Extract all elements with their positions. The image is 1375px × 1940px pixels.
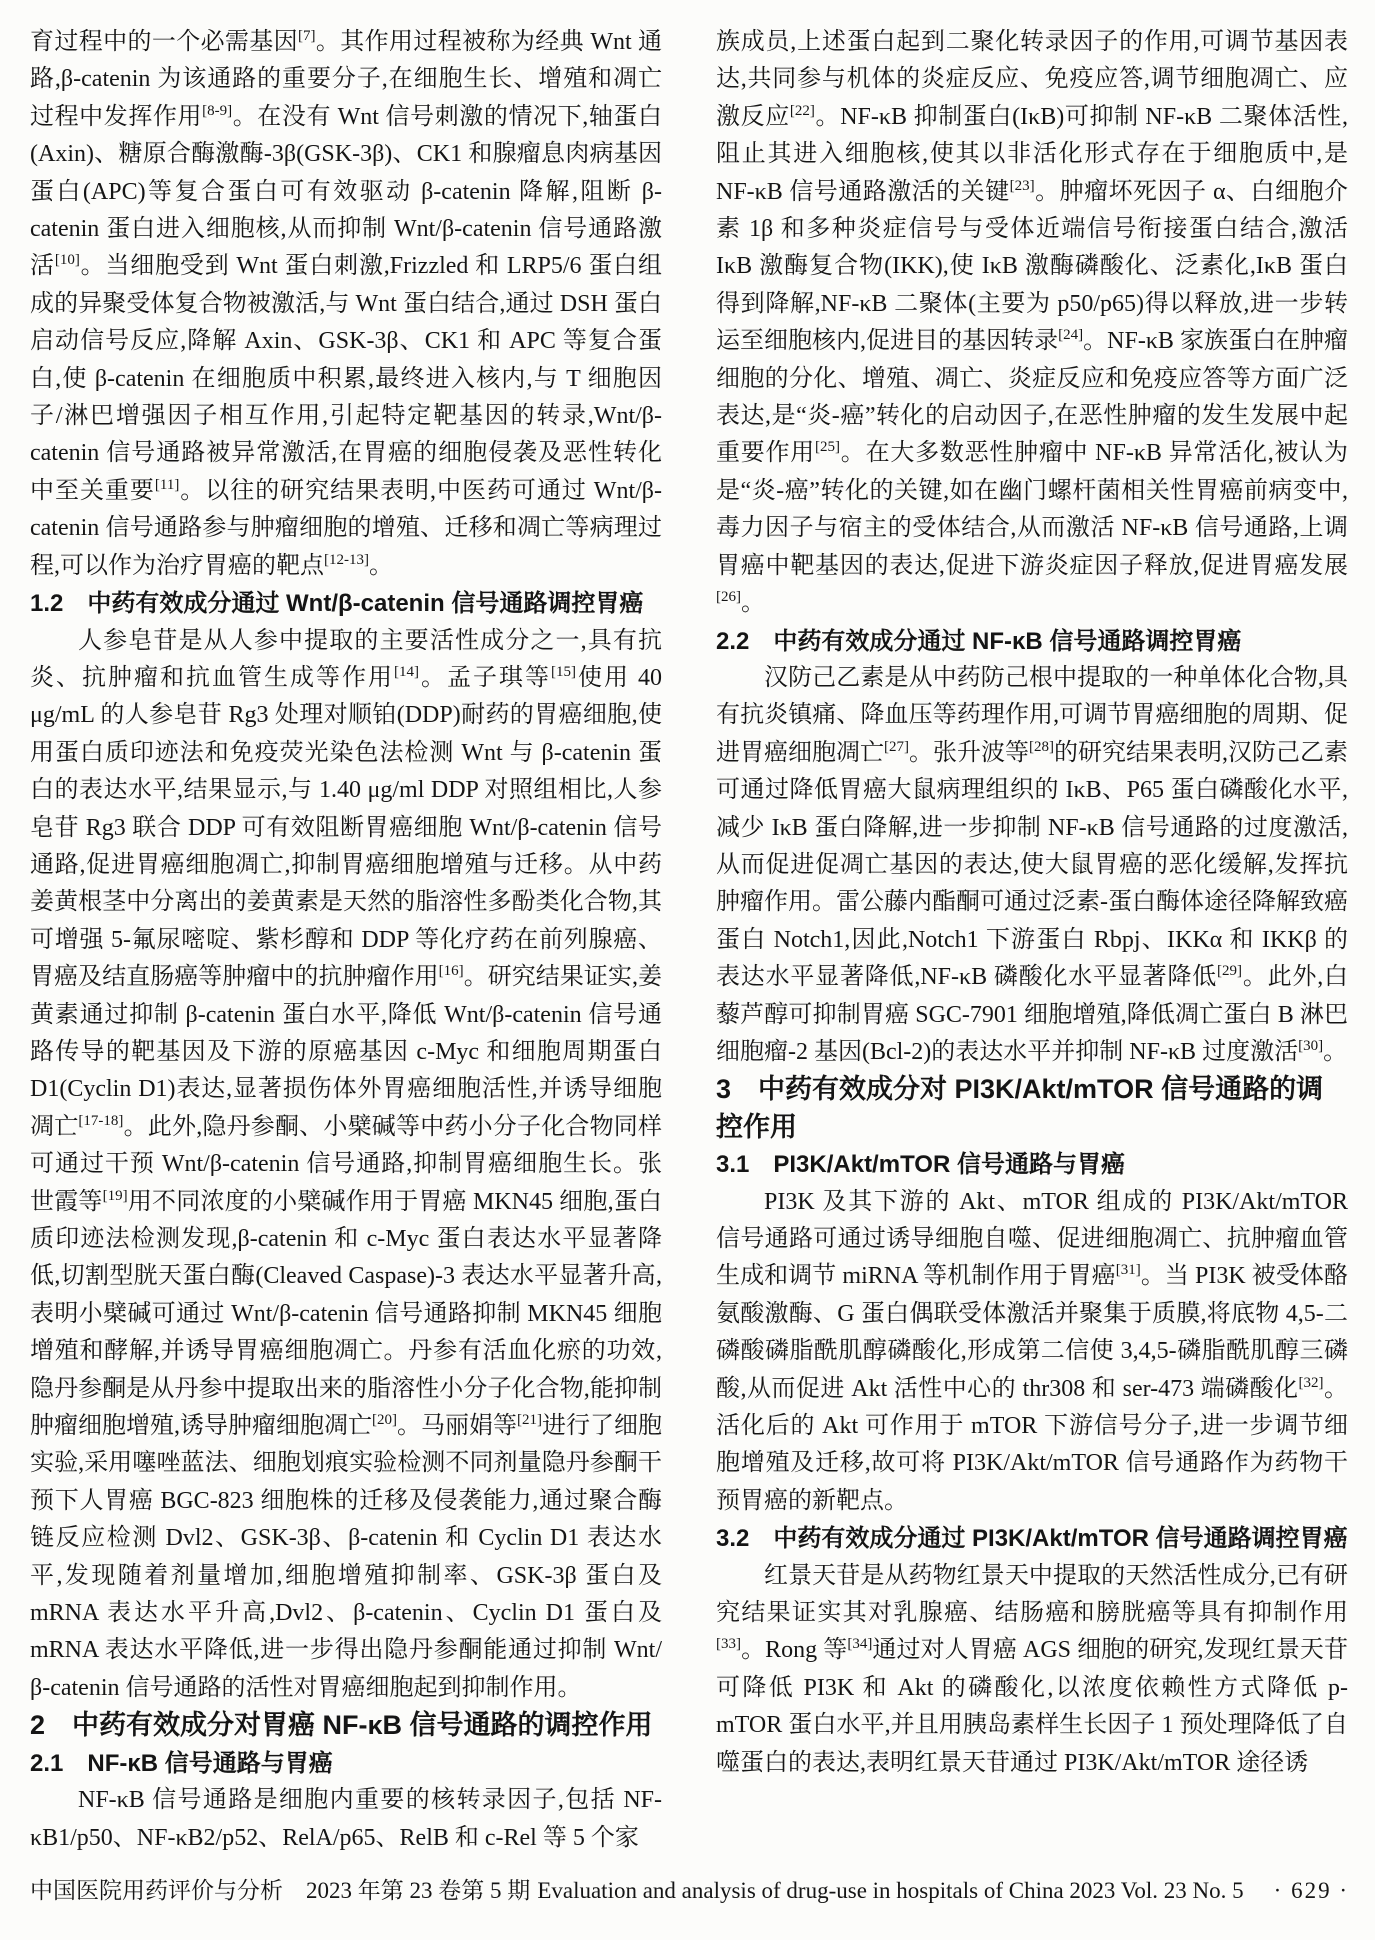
heading-2-2: 2.2 中药有效成分通过 NF-κB 信号通路调控胃癌 xyxy=(716,627,1242,655)
reference-superscript: [27] xyxy=(884,738,909,755)
reference-superscript: [22] xyxy=(789,102,815,119)
reference-superscript: [34] xyxy=(847,1636,873,1653)
reference-superscript: [23] xyxy=(1009,177,1035,194)
paragraph-pi3k-intro: PI3K 及其下游的 Akt、mTOR 组成的 PI3K/Akt/mTOR 信号通路可通过诱导细胞自噬、促进细胞凋亡、抗肿瘤血管生成和调节 miRNA 等机制作用于胃癌[31]。当 PI3K 被受体酪氨酸激酶、G 蛋白偶联受体激活并聚集于质膜,将底物 4,5-二磷酸磷脂酰肌醇磷酸化,形成第二信使 3,4,5-磷脂酰肌醇三磷酸,从而促进 Akt 活性中心的 thr308 和 ser-473 端磷酸化[32]。活化后的 Akt 可作用于 mTOR 下游信号分子,进一步调节细胞增殖及迁移,故可将 PI3K/Akt/mTOR 信号通路作为药物干预胃癌的新靶点。 xyxy=(716,1188,1349,1514)
reference-superscript: [19] xyxy=(102,1187,128,1204)
reference-superscript: [8-9] xyxy=(202,102,233,119)
right-column xyxy=(716,24,1348,1857)
reference-superscript: [14] xyxy=(394,663,419,680)
reference-superscript: [29] xyxy=(1217,963,1243,980)
footer-page-number: · 629 · xyxy=(1273,1878,1349,1903)
reference-superscript: [28] xyxy=(1029,738,1054,755)
paragraph-nfkb-intro: NF-κB 信号通路是细胞内重要的核转录因子,包括 NF-κB1/p50、NF-κB2/p52、RelA/p65、RelB 和 c-Rel 等 5 个家 xyxy=(30,1787,662,1851)
heading-3: 3 中药有效成分对 PI3K/Akt/mTOR 信号通路的调控作用 xyxy=(716,1074,1324,1142)
reference-superscript: [21] xyxy=(517,1412,542,1429)
reference-superscript: [12-13] xyxy=(324,551,369,568)
reference-superscript: [17-18] xyxy=(78,1112,124,1129)
paragraph-wnt-intro-continued: 育过程中的一个必需基因[7]。其作用过程被称为经典 Wnt 通路,β-catenin 为该通路的重要分子,在细胞生长、增殖和凋亡过程中发挥作用[8-9]。在没有 Wnt 信号刺激的情况下,轴蛋白(Axin)、糖原合酶激酶-3β(GSK-3β)、CK1 和腺瘤息肉病基因蛋白(APC)等复合蛋白可有效驱动 β-catenin 降解,阻断 β-catenin 蛋白进入细胞核,从而抑制 Wnt/β-catenin 信号通路激活[10]。当细胞受到 Wnt 蛋白刺激,Frizzled 和 LRP5/6 蛋白组成的异聚受体复合物被激活,与 Wnt 蛋白结合,通过 DSH 蛋白启动信号反应,降解 Axin、GSK-3β、CK1 和 APC 等复合蛋白,使 β-catenin 在细胞质中积累,最终进入核内,与 T 细胞因子/淋巴增强因子相互作用,引起特定靶基因的转录,Wnt/β-catenin 信号通路被异常激活,在胃癌的细胞侵袭及恶性转化中至关重要[11]。以往的研究结果表明,中医药可通过 Wnt/β-catenin 信号通路参与肿瘤细胞的增殖、迁移和凋亡等病理过程,可以作为治疗胃癌的靶点[12-13]。 xyxy=(30,28,663,579)
heading-2-1: 2.1 NF-κB 信号通路与胃癌 xyxy=(30,1749,333,1777)
reference-superscript: [7] xyxy=(298,28,316,44)
reference-superscript: [33] xyxy=(716,1636,741,1653)
reference-superscript: [11] xyxy=(154,476,180,493)
heading-3-1: 3.1 PI3K/Akt/mTOR 信号通路与胃癌 xyxy=(716,1151,1125,1179)
page-footer xyxy=(30,1876,1349,1906)
reference-superscript: [26] xyxy=(716,589,741,606)
footer-journal-title-en: Evaluation and analysis of drug-use in hospitals of China 2023 Vol. 23 No. 5 xyxy=(537,1878,1244,1903)
reference-superscript: [15] xyxy=(551,663,576,680)
reference-superscript: [10] xyxy=(54,252,80,269)
reference-superscript: [24] xyxy=(1058,327,1084,344)
footer-journal-title-cn: 中国医院用药评价与分析 2023 年第 23 卷第 5 期 xyxy=(30,1878,531,1903)
heading-2: 2 中药有效成分对胃癌 NF-κB 信号通路的调控作用 xyxy=(30,1710,653,1741)
paragraph-salidroside: 红景天苷是从药物红景天中提取的天然活性成分,已有研究结果证实其对乳腺癌、结肠癌和膀胱癌等具有抑制作用[33]。Rong 等[34]通过对人胃癌 AGS 细胞的研究,发现红景天苷可降低 PI3K 和 Akt 的磷酸化,以浓度依赖性方式降低 p-mTOR 蛋白水平,并且用胰岛素样生长因子 1 预处理降低了自噬蛋白的表达,表明红景天苷通过 PI3K/Akt/mTOR 途径诱 xyxy=(716,1562,1348,1776)
paragraph-tetrandrine: 汉防己乙素是从中药防己根中提取的一种单体化合物,具有抗炎镇痛、降血压等药理作用,可调节胃癌细胞的周期、促进胃癌细胞凋亡[27]。张升波等[28]的研究结果表明,汉防己乙素可通过降低胃癌大鼠病理组织的 IκB、P65 蛋白磷酸化水平,减少 IκB 蛋白降解,进一步抑制 NF-κB 信号通路的过度激活,从而促进促凋亡基因的表达,使大鼠胃癌的恶化缓解,发挥抗肿瘤作用。雷公藤内酯酮可通过泛素-蛋白酶体途径降解致癌蛋白 Notch1,因此,Notch1 下游蛋白 Rbpj、IKKα 和 IKKβ 的表达水平显著降低,NF-κB 磷酸化水平显著降低[29]。此外,白藜芦醇可抑制胃癌 SGC-7901 细胞增殖,降低凋亡蛋白 B 淋巴细胞瘤-2 基因(Bcl-2)的表达水平并抑制 NF-κB 过度激活[30]。 xyxy=(716,664,1348,1065)
heading-3-2: 3.2 中药有效成分通过 PI3K/Akt/mTOR 信号通路调控胃癌 xyxy=(716,1525,1348,1553)
reference-superscript: [25] xyxy=(815,439,841,456)
left-column xyxy=(30,24,662,1857)
footer-journal-title-en-group xyxy=(537,1876,1349,1906)
reference-superscript: [16] xyxy=(438,963,464,980)
paragraph-nfkb-continued: 族成员,上述蛋白起到二聚化转录因子的作用,可调节基因表达,共同参与机体的炎症反应、免疫应答,调节细胞凋亡、应激反应[22]。NF-κB 抑制蛋白(IκB)可抑制 NF-κB 二聚体活性,阻止其进入细胞核,使其以非活化形式存在于细胞质中,是 NF-κB 信号通路激活的关键[23]。肿瘤坏死因子 α、白细胞介素 1β 和多种炎症信号与受体近端信号衔接蛋白结合,激活 IκB 激酶复合物(IKK),使 IκB 激酶磷酸化、泛素化,IκB 蛋白得到降解,NF-κB 二聚体(主要为 p50/p65)得以释放,进一步转运至细胞核内,促进目的基因转录[24]。NF-κB 家族蛋白在肿瘤细胞的分化、增殖、凋亡、炎症反应和免疫应答等方面广泛表达,是“炎-癌”转化的启动因子,在恶性肿瘤的发生发展中起重要作用[25]。在大多数恶性肿瘤中 NF-κB 异常活化,被认为是“炎-癌”转化的关键,如在幽门螺杆菌相关性胃癌前病变中,毒力因子与宿主的受体结合,从而激活 NF-κB 信号通路,上调胃癌中靶基因的表达,促进下游炎症因子释放,促进胃癌发展[26]。 xyxy=(716,29,1349,617)
two-column-body xyxy=(30,24,1349,1857)
heading-1-2: 1.2 中药有效成分通过 Wnt/β-catenin 信号通路调控胃癌 xyxy=(30,590,644,618)
reference-superscript: [32] xyxy=(1298,1374,1324,1391)
reference-superscript: [31] xyxy=(1115,1262,1141,1279)
reference-superscript: [20] xyxy=(372,1412,397,1429)
paragraph-ginsenoside: 人参皂苷是从人参中提取的主要活性成分之一,具有抗炎、抗肿瘤和抗血管生成等作用[14]。孟子琪等[15]使用 40 μg/mL 的人参皂苷 Rg3 处理对顺铂(DDP)耐药的胃癌细胞,使用蛋白质印迹法和免疫荧光染色法检测 Wnt 与 β-catenin 蛋白的表达水平,结果显示,与 1.40 μg/ml DDP 对照组相比,人参皂苷 Rg3 联合 DDP 可有效阻断胃癌细胞 Wnt/β-catenin 信号通路,促进胃癌细胞凋亡,抑制胃癌细胞增殖与迁移。从中药姜黄根茎中分离出的姜黄素是天然的脂溶性多酚类化合物,其可增强 5-氟尿嘧啶、紫杉醇和 DDP 等化疗药在前列腺癌、胃癌及结直肠癌等肿瘤中的抗肿瘤作用[16]。研究结果证实,姜黄素通过抑制 β-catenin 蛋白水平,降低 Wnt/β-catenin 信号通路传导的靶基因及下游的原癌基因 c-Myc 和细胞周期蛋白 D1(Cyclin D1)表达,显著损伤体外胃癌细胞活性,并诱导细胞凋亡[17-18]。此外,隐丹参酮、小檗碱等中药小分子化合物同样可通过干预 Wnt/β-catenin 信号通路,抑制胃癌细胞生长。张世霞等[19]用不同浓度的小檗碱作用于胃癌 MKN45 细胞,蛋白质印迹法检测发现,β-catenin 和 c-Myc 蛋白表达水平显著降低,切割型胱天蛋白酶(Cleaved Caspase)-3 表达水平显著升高,表明小檗碱可通过 Wnt/β-catenin 信号通路抑制 MKN45 细胞增殖和酵解,并诱导胃癌细胞凋亡。丹参有活血化瘀的功效,隐丹参酮是从丹参中提取出来的脂溶性小分子化合物,能抑制肿瘤细胞增殖,诱导肿瘤细胞凋亡[20]。马丽娟等[21]进行了细胞实验,采用噻唑蓝法、细胞划痕实验检测不同剂量隐丹参酮干预下人胃癌 BGC-823 细胞株的迁移及侵袭能力,通过聚合酶链反应检测 Dvl2、GSK-3β、β-catenin 和 Cyclin D1 表达水平,发现随着剂量增加,细胞增殖抑制率、GSK-3β 蛋白及 mRNA 表达水平升高,Dvl2、β-catenin、Cyclin D1 蛋白及 mRNA 表达水平降低,进一步得出隐丹参酮能通过抑制 Wnt/β-catenin 信号通路的活性对胃癌细胞起到抑制作用。 xyxy=(30,627,663,1701)
reference-superscript: [30] xyxy=(1298,1037,1324,1054)
